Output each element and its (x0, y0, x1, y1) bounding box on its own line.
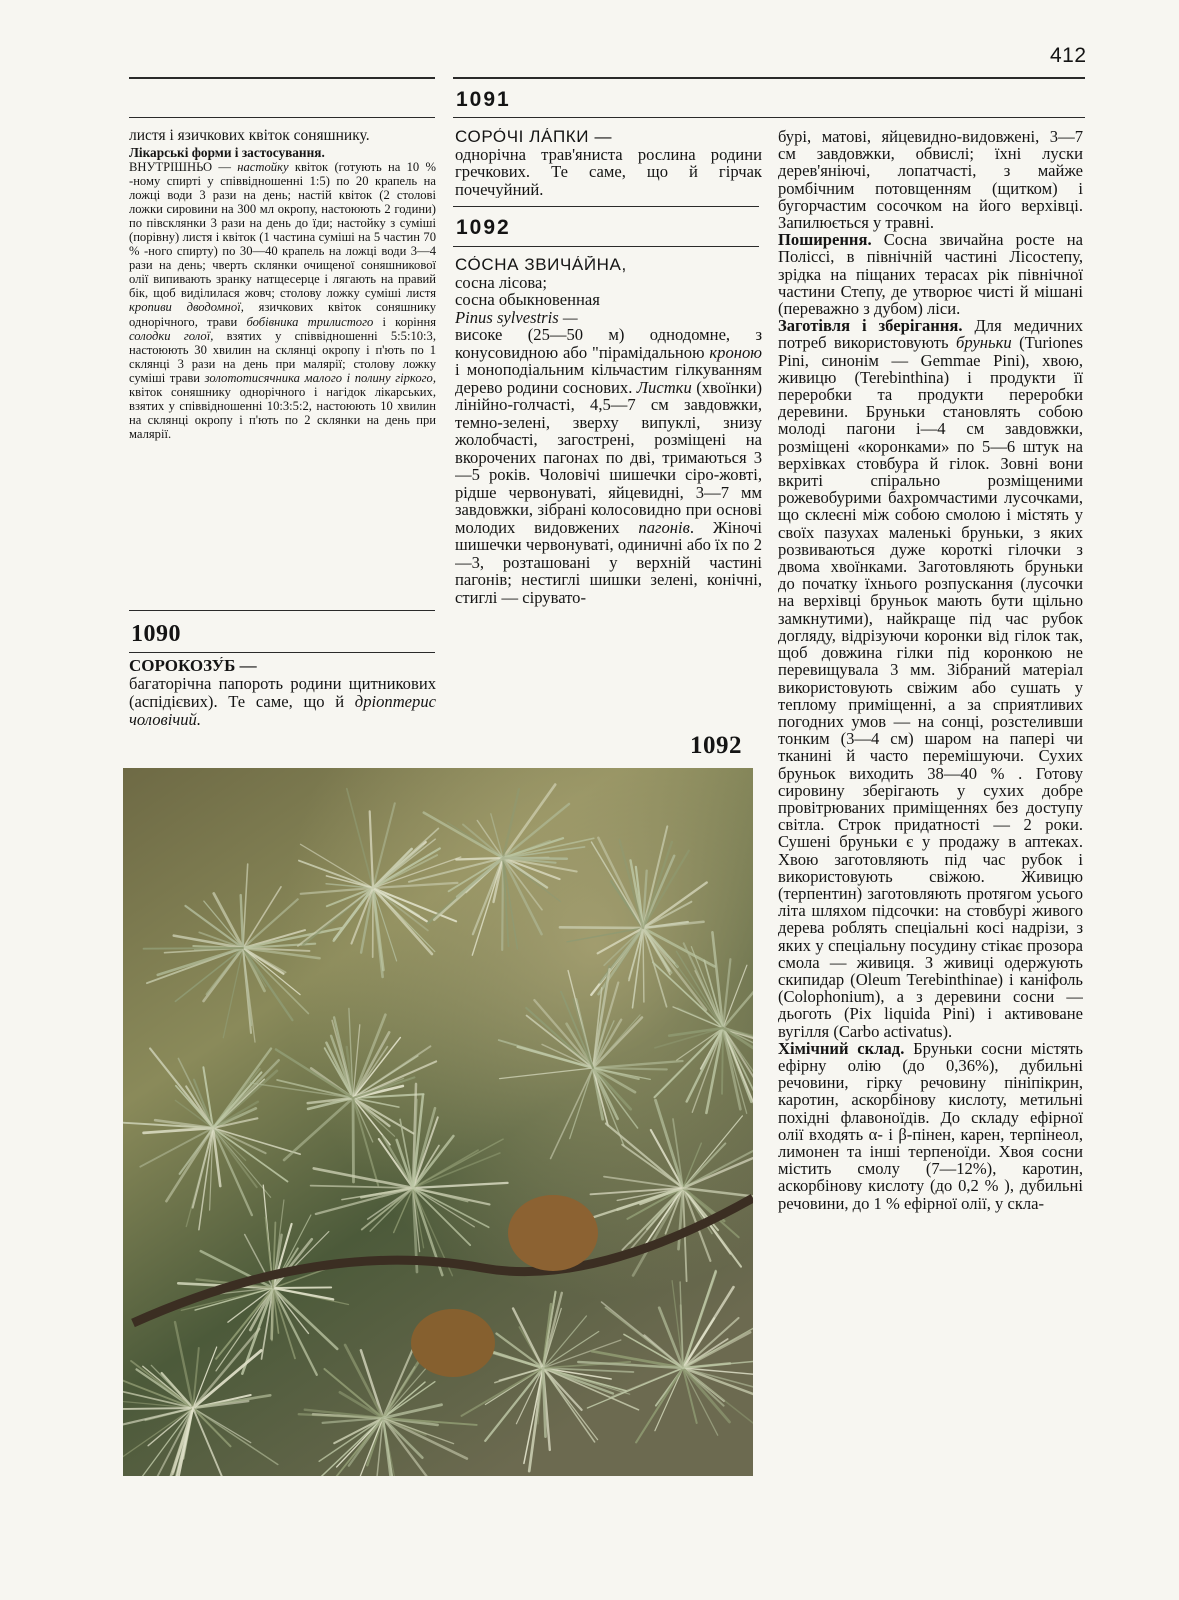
text-segment: язичкових квіток соняшнику однорічного, трави (129, 300, 436, 329)
text-segment: золототисячника малого і полину гіркого, (204, 370, 436, 385)
text-segment: і моноподіальним кільчастим гілкуванням дерево родини соснових. (455, 360, 762, 397)
latin-name: Pinus sylvestris — (455, 307, 578, 327)
text-segment: і коріння (373, 314, 436, 329)
text-segment: бобівника трилистого (246, 314, 374, 329)
text-segment: кропиви дводомної, (129, 300, 244, 315)
harvest-text (778, 316, 1083, 1040)
harvest-section (778, 317, 1083, 1040)
text-segment: (Turiones Pini, синонім — Gemmae Pini), хвою, живицю (Terebinthina) і продукти її переробки та продукти переробки деревини. Бруньки становлять собою молоді пагони і—4 см завдовжки, розміщені «коронками» по 5—6 штук на верхівках стовбура й гілок. Зовні вони вкриті спірально розміщеними рожевобурими бахромчастими лусочками, що склеєні між собою смолою і містять у своїх пазухах маленькі бруньки, з яких розвиваються дуже короткі гілочки з двома хвоїнками. Заготовляють бруньки до початку їхнього розпускання (лусочки на верхівці бруньок мають бути щільно замкнутими), найкраще під час рубок догляду, відрізуючи коронки від гілок так, щоб довжина гілки під коронкою не перевищувала 3 мм. Зібраний матеріал використовують свіжим або сушать у теплому приміщенні, а за сприятливих погодних умов — на сонці, розстеливши тонким (3—4 см) шаром на папері чи тканині й часто перемішуючи. Сухих бруньок виходить 38—40 % . Готову сировину зберігають у сухих добре провітрюваних приміщеннях без доступу світла. Строк придатності — 2 роки. Сушені бруньки є у продажу в аптеках. Хвою заготовляють під час рубок і використовують свіжою. Живицю (терпентин) заготовляють протягом усього літа шляхом підсочки: на стовбурі живого дерева роблять спеціальні косі надрізи, з яких у спеціальну посудину стікає прозора смола — живиця. З живиці одержують скипидар (Oleum Terebinthinae) і каніфоль (Colophonium), а з деревини сосни — дьоготь (Pix liquida Pini) і активоване вугілля (Carbo activatus). (778, 333, 1083, 1041)
entry-title-1092: СО́СНА ЗВИЧА́ЙНА, (455, 256, 627, 274)
pine-branch-photo (123, 768, 753, 1476)
chemistry-section (778, 1040, 1083, 1212)
text-segment: взятих у співвідношенні 5:5:10:3, настоюють 30 хвилин на склянці окропу і п'ють по 1 склянці 3 рази на день при малярії; столову ложку суміші трави (129, 328, 436, 385)
harvest-heading: Заготівля і зберігання. (778, 316, 963, 336)
rule-before-1090 (129, 610, 435, 611)
pine-needle (456, 858, 503, 860)
text-segment: квіток соняшнику однорічного і нагідок лікарських, взятих у співвідношенні 10:3:5:2, настоюють 10 хвилин на склянці окропу і п'ють по 2 склянки на день при малярії. (129, 385, 436, 442)
rule-1092 (453, 246, 759, 247)
pine-needle (144, 948, 243, 949)
chemistry-heading: Хімічний склад. (778, 1038, 905, 1058)
text-segment: Для медичних потреб використовують (778, 316, 1083, 353)
text-segment: кроною (709, 342, 762, 362)
rule-1090 (129, 652, 435, 653)
description-text (455, 326, 762, 606)
text-segment: солодки голої, (129, 328, 214, 343)
text-segment: настойку (237, 159, 289, 174)
photo-label: 1092 (690, 732, 742, 759)
text-segment: пагонів (638, 517, 690, 537)
usage-text (129, 160, 436, 442)
pine-needle (502, 858, 503, 950)
page-number: 412 (1050, 44, 1087, 67)
rule-col1-top (129, 117, 435, 118)
pine-needle (643, 928, 644, 1002)
pine-needle (273, 1287, 331, 1288)
entry-title-1091: СОРО́ЧІ ЛА́ПКИ — (455, 128, 613, 146)
text-segment: . Жіночі шишечки червонуваті, одиничні або їх по 2—3, розташовані у верхній частині пагонів; нестиглі шишки зелені, конічні, стиглі — сірувато- (455, 517, 762, 607)
pine-photo-illustration (123, 768, 753, 1476)
entry-1091 (455, 128, 762, 198)
spread-heading: Поширення. (778, 230, 872, 250)
chemistry-text: Бруньки сосни містять ефірну олію (до 0,36%), дубильні речовини, гірку речовину пініпікрин, каротин, аскорбінову кислоту, метильні похідні флавоноїдів. До складу ефірної олії входять α- і β-пінен, карен, терпінеол, лимонен та інші терпеноїди. Хвоя сосни містить смолу (7—12%), каротин, аскорбінову кислоту (до 0,2 % ), дубильні речовини, до 1 % ефірної олії, у скла- (778, 1038, 1083, 1213)
text-segment: (хвоїнки) лінійно-голчасті, 4,5—7 см завдовжки, темно-зелені, зверху випуклі, знизу жолобчасті, загострені, розміщені на вкорочених пагонах по дві, тримаються 3—5 років. Чоловічі шишечки сіро-жовті, рідше червонуваті, яйцевидні, 3—7 мм завдовжки, зібрані колосовидно при основі молодих видовжених (455, 377, 762, 537)
pine-needle (503, 858, 567, 859)
entry-1092 (455, 256, 762, 668)
pine-needle (353, 1098, 354, 1182)
entry-1090 (129, 657, 436, 729)
entry-number-1092: 1092 (456, 216, 511, 239)
spread-section (778, 231, 1083, 317)
entry-text-1090 (129, 675, 436, 729)
column-1 (129, 128, 436, 598)
continued-text-1092: бурі, матові, яйцевидно-видовжені, 3—7 см завдовжки, обвислі; їхні луски дерев'яніючі, лопатчасті, з майже ромбічним потовщенням (щитком) і бугорчастим сосочком на його верхівці. Запилюється у травні. (778, 128, 1083, 233)
synonym-russian: сосна обыкновенная (455, 290, 600, 309)
text-segment: квіток (готують на 10 % -ному спирті у співвідношенні 1:5) по 20 крапель на ложці води 3 рази на день; настій квіток (2 столові ложки сировини на 300 мл окропу, настоюють 2 години) по півсклянки 3 рази на день до їди; настойку з суміші (порівну) листя і квіток (1 частина суміші на 5 частин 70 % -ного спирту) по 30—40 крапель на ложці води 3—4 рази на день; чверть склянки очищеної соняшникової олії випивають зранку натщесерце і лягають на правий бік, щоб виділилася жовч; столову ложку суміші листя (129, 159, 436, 301)
entry-number-1091: 1091 (456, 88, 511, 111)
header-rule-left (129, 77, 435, 79)
text-segment: Листки (636, 377, 692, 397)
pine-needle (560, 927, 643, 928)
text-segment: бруньки (956, 333, 1012, 353)
synonym-ukrainian: сосна лісова; (455, 272, 547, 292)
entry-body-1091: однорічна трав'яниста рослина родини гречкових. Те саме, що й гірчак почечуйний. (455, 144, 762, 198)
entry-link-1090: дріоптерис чоловічий. (129, 692, 436, 729)
header-rule-right (453, 77, 1085, 79)
rule-before-1092 (453, 206, 759, 207)
pine-needle (272, 1288, 273, 1340)
spread-text: Сосна звичайна росте на Поліссі, в північній частині Лісостепу, зрідка на піщаних терасах рік північної частини Степу, де утворює чисті й мішані (переважно з дубом) ліси. (778, 230, 1083, 319)
text-segment: ВНУТРІШНЬО — (129, 159, 238, 174)
rule-1091 (453, 117, 1085, 118)
entry-body-1090: багаторічна папороть родини щитникових (аспідієвих). Те саме, що й (129, 674, 436, 711)
column-3 (778, 128, 1083, 1473)
continued-text: листя і язичкових квіток соняшнику. (129, 128, 370, 144)
entry-title-1090: СОРОКОЗУ́Б — (129, 657, 257, 675)
pine-needle (722, 1028, 723, 1094)
entry-number-1090: 1090 (131, 621, 181, 647)
text-segment: високе (25—50 м) однодомне, з конусовидною або "пірамідальною (455, 325, 762, 362)
section-heading: Лікарські форми і застосування. (129, 144, 325, 160)
